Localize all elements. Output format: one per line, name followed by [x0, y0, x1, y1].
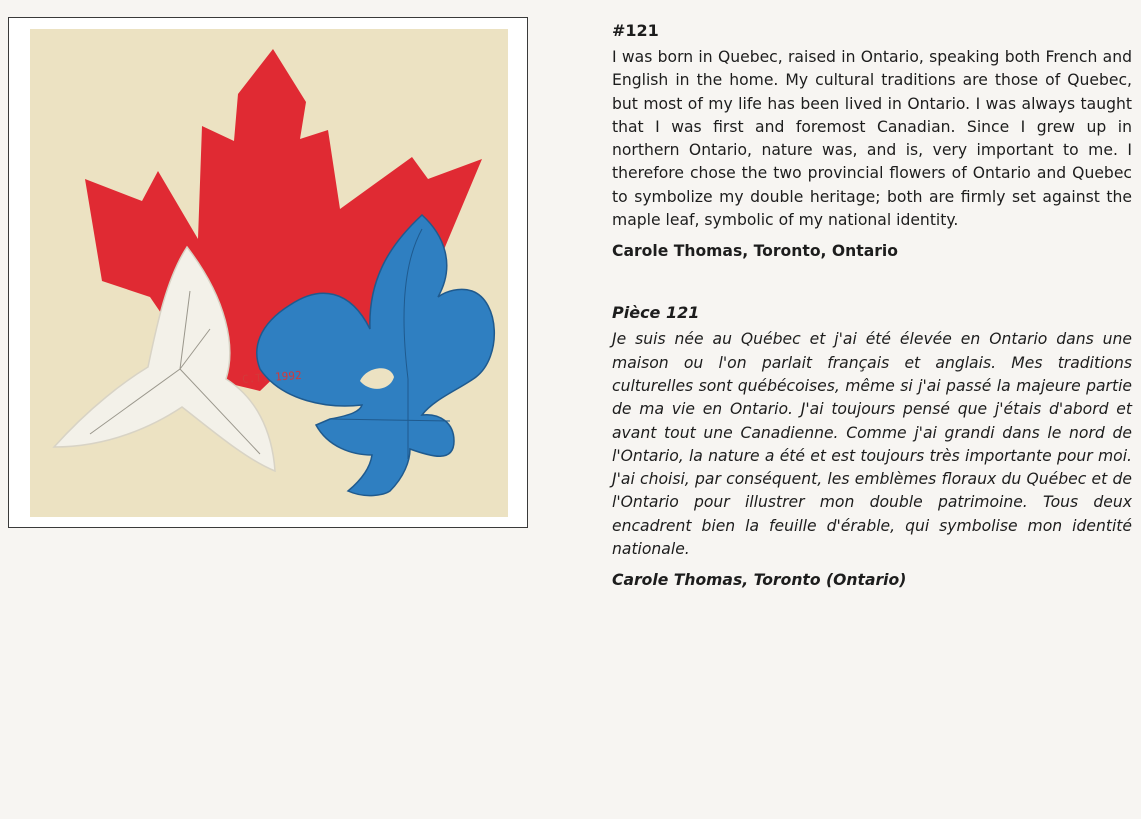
english-body-text: I was born in Quebec, raised in Ontario, speaking both French and English in the home. My cultural traditions are those of Quebec, but most of my life has been lived in Ontario. I was always taught that I was first and foremost Canadian. Since I grew up in northern Ontario, nature was, and is, very important to me. I therefore chose the two provincial flowers of Ontario and Quebec to symbolize my double heritage; both are firmly set against the maple leaf, symbolic of my national identity. — [612, 48, 1132, 230]
quilt-signature: C.T. 1992 — [241, 368, 303, 386]
french-author: Carole Thomas, Toronto (Ontario) — [612, 571, 907, 590]
quilt-block-image — [30, 29, 508, 517]
french-body-text: Je suis née au Québec et j'ai été élevée en Ontario dans une maison ou l'on parlait français et anglais. Mes traditions culturelles sont québécoises, même si j'ai passé la majeure partie de ma vie en Ontario. J'ai toujours pensé que j'étais d'abord et avant tout une Canadienne. Comme j'ai grandi dans le nord de l'Ontario, la nature a été et est toujours très importante pour moi. J'ai choisi, par conséquent, les emblèmes floraux du Québec et de l'Ontario pour illustrer mon double patrimoine. Tous deux encadrent bien la feuille d'érable, qui symbolise mon identité nationale. — [612, 330, 1132, 559]
french-heading: Pièce 121 — [612, 303, 700, 323]
text-column — [612, 20, 1132, 591]
english-heading: #121 — [612, 21, 659, 40]
english-author: Carole Thomas, Toronto, Ontario — [612, 242, 898, 261]
quilt-photo-frame — [8, 17, 528, 528]
